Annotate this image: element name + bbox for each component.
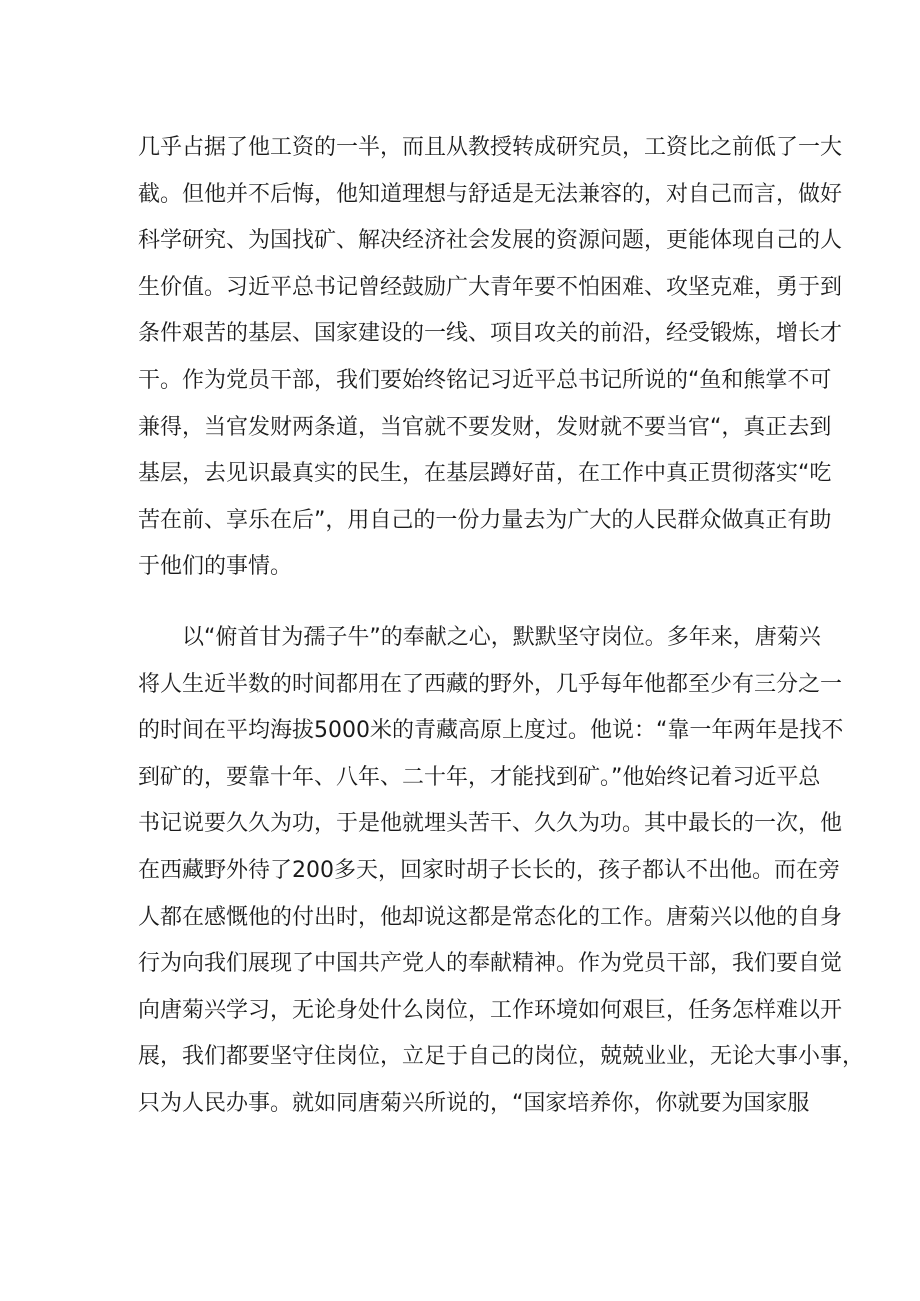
paragraph-1 xyxy=(138,125,843,591)
text-line: 展，我们都要坚守住岗位，立足于自己的岗位，兢兢业业，无论大事小事， xyxy=(138,1044,865,1070)
document-body xyxy=(138,125,865,1127)
text-line: 于他们的事情。 xyxy=(138,554,293,580)
text-line: 行为向我们展现了中国共产党人的奉献精神。作为党员干部，我们要自觉 xyxy=(138,951,843,977)
text-line: 到矿的，要靠十年、八年、二十年，才能找到矿。”他始终记着习近平总 xyxy=(138,764,821,790)
text-line: 生价值。习近平总书记曾经鼓励广大青年要不怕困难、攻坚克难，勇于到 xyxy=(138,274,843,300)
text-line: 干。作为党员干部，我们要始终铭记习近平总书记所说的“鱼和熊掌不可 xyxy=(138,367,832,393)
paragraph-2 xyxy=(138,615,865,1128)
text-line: 只为人民办事。就如同唐菊兴所说的，“国家培养你，你就要为国家服 xyxy=(138,1090,810,1116)
text-line: 截。但他并不后悔，他知道理想与舒适是无法兼容的，对自己而言，做好 xyxy=(138,181,843,207)
text-line: 科学研究、为国找矿、解决经济社会发展的资源问题，更能体现自己的人 xyxy=(138,228,843,254)
text-line: 以“俯首甘为孺子牛”的奉献之心，默默坚守岗位。多年来，唐菊兴 xyxy=(182,624,821,650)
text-line: 书记说要久久为功，于是他就埋头苦干、久久为功。其中最长的一次，他 xyxy=(138,811,843,837)
text-line: 向唐菊兴学习，无论身处什么岗位，工作环境如何艰巨，任务怎样难以开 xyxy=(138,997,843,1023)
text-line: 人都在感慨他的付出时，他却说这都是常态化的工作。唐菊兴以他的自身 xyxy=(138,904,843,930)
text-line: 的时间在平均海拔5000米的青藏高原上度过。他说：“靠一年两年是找不 xyxy=(138,718,844,744)
text-line: 在西藏野外待了200多天，回家时胡子长长的，孩子都认不出他。而在旁 xyxy=(138,857,840,883)
text-line: 苦在前、享乐在后”，用自己的一份力量去为广大的人民群众做真正有助 xyxy=(138,507,832,533)
text-line: 基层，去见识最真实的民生，在基层蹲好苗，在工作中真正贯彻落实“吃 xyxy=(138,461,832,487)
text-line: 条件艰苦的基层、国家建设的一线、项目攻关的前沿，经受锻炼，增长才 xyxy=(138,321,843,347)
paragraph-spacer xyxy=(138,591,798,615)
text-line: 几乎占据了他工资的一半，而且从教授转成研究员，工资比之前低了一大 xyxy=(138,135,843,160)
text-line: 兼得，当官发财两条道，当官就不要发财，发财就不要当官“，真正去到 xyxy=(138,414,832,440)
text-line: 将人生近半数的时间都用在了西藏的野外，几乎每年他都至少有三分之一 xyxy=(138,671,843,697)
